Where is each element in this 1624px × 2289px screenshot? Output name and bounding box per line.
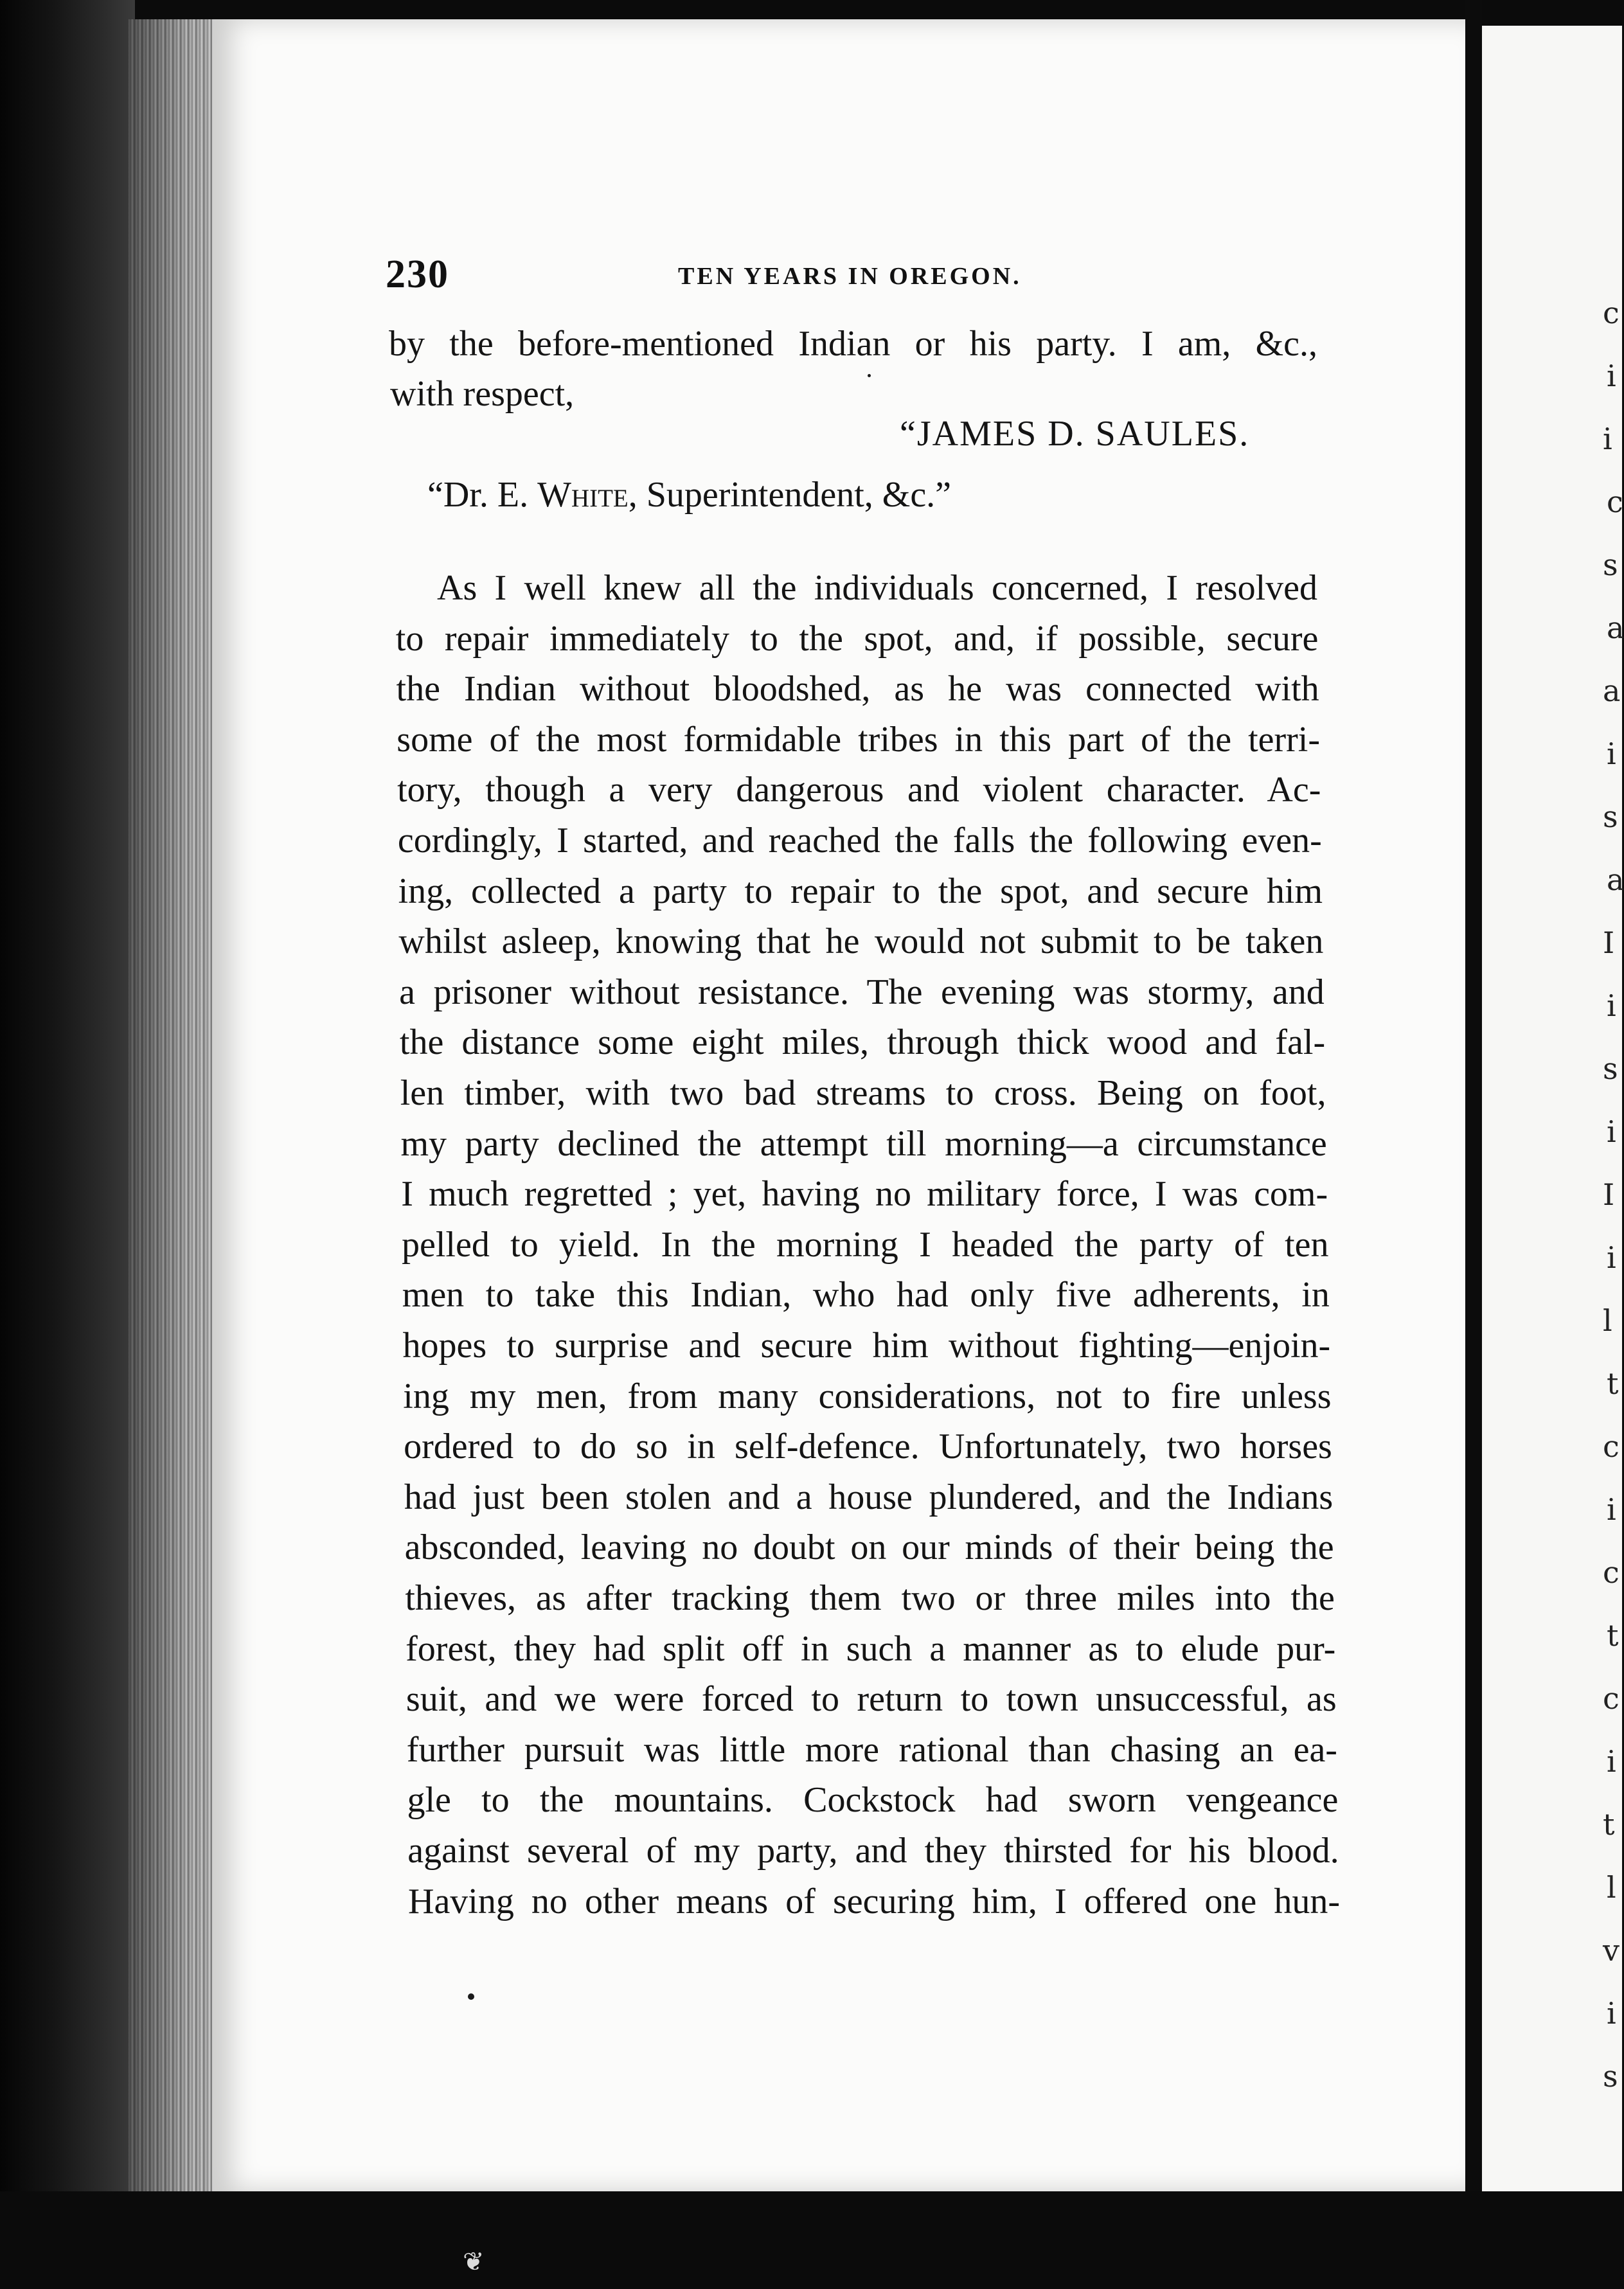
facing-page-glyph: i: [1607, 988, 1616, 1023]
facing-page-glyph: s: [1603, 799, 1618, 834]
text-line: some of the most formidable tribes in this part of the terri-: [397, 719, 1321, 760]
text-line: the distance some eight miles, through thick wood and fal-: [399, 1022, 1326, 1063]
text-line: ordered to do so in self-defence. Unfortunately, two horses: [404, 1427, 1332, 1467]
facing-page-glyph: s: [1603, 2059, 1618, 2094]
text-line: further pursuit was little more rational than chasing an ea-: [406, 1729, 1337, 1770]
letter-signature: “JAMES D. SAULES.: [900, 414, 1250, 454]
text-line: the Indian without bloodshed, as he was connected with: [396, 669, 1319, 709]
facing-page-glyph: t: [1607, 1366, 1619, 1401]
facing-page-glyph: i: [1607, 1114, 1616, 1149]
text-line: to repair immediately to the spot, and, if possible, secure: [395, 618, 1319, 659]
text-line: against several of my party, and they thirsted for his blood.: [407, 1831, 1339, 1871]
text-line: absconded, leaving no doubt on our minds of their being the: [404, 1527, 1334, 1568]
text-line: gle to the mountains. Cockstock had sworn vengeance: [407, 1780, 1339, 1821]
text-line: Having no other means of securing him, I offered one hun-: [408, 1881, 1340, 1921]
text-line: my party declined the attempt till morning—a circumstance: [400, 1123, 1327, 1164]
running-title: TEN YEARS IN OREGON.: [678, 263, 1022, 290]
letter-line: by the before-mentioned Indian or his party. I am, &c.,: [389, 324, 1317, 364]
text-line: thieves, as after tracking them two or three miles into the: [405, 1578, 1335, 1618]
facing-page-glyph: c: [1603, 1681, 1620, 1716]
facing-page-glyph: i: [1607, 1996, 1616, 2031]
text-line: had just been stolen and a house plundered, and the Indians: [404, 1477, 1334, 1517]
text-line: a prisoner without resistance. The evening was stormy, and: [399, 972, 1325, 1012]
text-line: hopes to surprise and secure him without fighting—enjoin-: [402, 1326, 1331, 1366]
text-line: forest, they had split off in such a manner as to elude pur-: [406, 1628, 1336, 1669]
facing-page-glyph: I: [1603, 925, 1615, 960]
facing-page-glyph: l: [1607, 1870, 1616, 1905]
facing-page-glyph: s: [1603, 548, 1618, 582]
library-stamp-mark: ❦: [463, 2247, 485, 2277]
facing-page-glyph: c: [1603, 296, 1620, 330]
ink-speck: [868, 374, 871, 377]
facing-page-glyph: c: [1607, 485, 1623, 519]
text-line: men to take this Indian, who had only five adherents, in: [402, 1275, 1330, 1315]
letter-recipient: [427, 474, 951, 515]
text-line: pelled to yield. In the morning I headed the party of ten: [402, 1224, 1329, 1265]
text-line: ing, collected a party to repair to the spot, and secure him: [398, 871, 1323, 911]
facing-page-glyph: c: [1603, 1555, 1620, 1590]
recipient-prefix: “Dr. E.: [427, 475, 538, 515]
facing-page-glyph: a: [1607, 610, 1624, 645]
facing-page-glyph: i: [1607, 736, 1616, 771]
facing-page-glyph: a: [1607, 862, 1624, 897]
facing-page-glyph: a: [1603, 673, 1621, 708]
facing-page-glyph: s: [1603, 1051, 1618, 1086]
recipient-suffix: , Superintendent, &c.”: [628, 475, 952, 515]
facing-page-glyph: l: [1603, 1303, 1612, 1338]
facing-page-glyph: c: [1603, 1429, 1620, 1464]
facing-page-glyph: i: [1607, 359, 1616, 393]
text-line: len timber, with two bad streams to cross. Being on foot,: [400, 1073, 1326, 1113]
facing-page-glyph: I: [1603, 1177, 1615, 1212]
facing-page-glyph: i: [1607, 1240, 1616, 1275]
text-line: whilst asleep, knowing that he would not submit to be taken: [398, 922, 1324, 962]
recipient-name: White: [537, 475, 629, 515]
text-line: suit, and we were forced to return to town unsuccessful, as: [406, 1679, 1337, 1720]
facing-page-glyph: t: [1603, 1807, 1615, 1842]
text-line: ing my men, from many considerations, not to fire unless: [403, 1376, 1332, 1416]
facing-page-glyph: i: [1603, 422, 1612, 456]
ink-speck: [468, 1993, 474, 2000]
facing-page-glyph: i: [1607, 1492, 1616, 1527]
text-line: tory, though a very dangerous and violent character. Ac-: [397, 770, 1321, 810]
facing-page-glyph: v: [1603, 1933, 1620, 1968]
letter-line: with respect,: [390, 374, 575, 414]
bottom-margin-dark: [0, 2191, 1622, 2289]
text-line: As I well knew all the individuals concerned, I resolved: [437, 568, 1317, 608]
facing-page-glyph: i: [1607, 1744, 1616, 1779]
text-line: cordingly, I started, and reached the falls the following even-: [397, 821, 1322, 860]
facing-page-glyph: t: [1607, 1618, 1619, 1653]
text-line: I much regretted ; yet, having no military force, I was com-: [401, 1174, 1328, 1215]
page-number: 230: [386, 253, 449, 296]
